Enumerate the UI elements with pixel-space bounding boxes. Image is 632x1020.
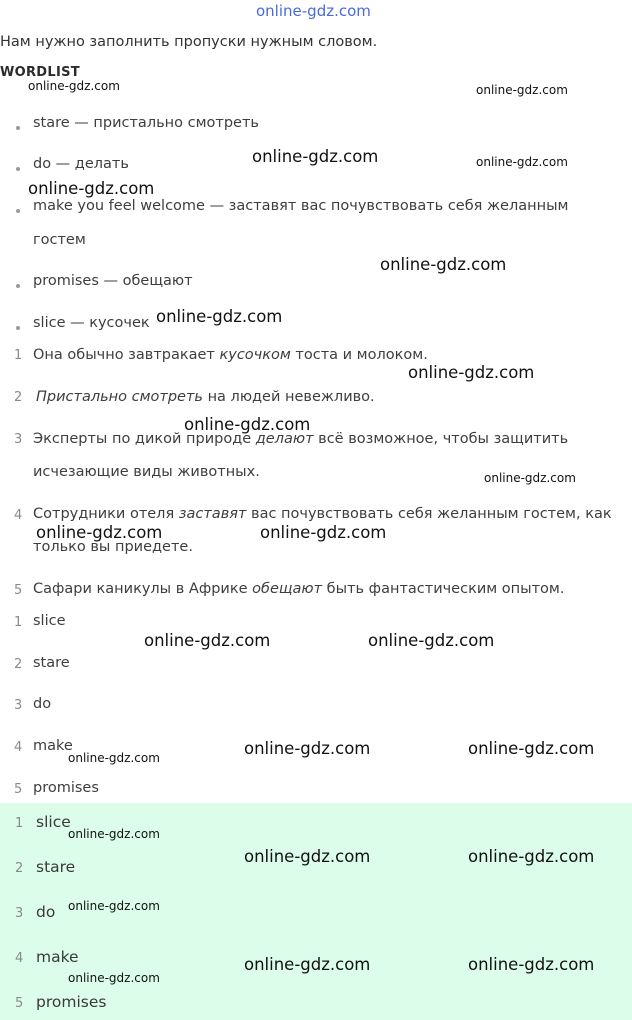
wordlist-title: WORDLIST [0,65,80,80]
answer-number: 4 [15,951,24,966]
watermark: online-gdz.com [184,415,311,434]
bullet-dot-icon [16,167,20,171]
sentence-number: 5 [14,583,23,598]
bullet-dot-icon [16,126,20,130]
sentence-number: 3 [14,432,23,447]
answer-word: promises [33,780,99,796]
task-intro: Нам нужно заполнить пропуски нужным словом. [0,34,378,50]
watermark: online-gdz.com [156,307,283,326]
wordlist-item: stare — пристально смотреть [33,115,259,131]
answer-number: 3 [14,698,23,713]
answer-number: 3 [15,906,24,921]
answer-number: 2 [15,861,24,876]
sentence-4-continuation: только вы приедете. [33,539,193,555]
wordlist-item: do — делать [33,156,129,172]
watermark: online-gdz.com [244,739,371,758]
watermark: online-gdz.com [252,147,379,166]
wordlist-item-continuation: гостем [33,232,86,248]
watermark: online-gdz.com [380,255,507,274]
watermark: online-gdz.com [468,739,595,758]
sentence-number: 2 [14,390,23,405]
watermark: online-gdz.com [408,363,535,382]
sentence-4: Сотрудники отеля заставят вас почувствовать себя желанным гостем, как [33,506,612,522]
watermark: online-gdz.com [28,179,155,198]
sentence-number: 1 [14,348,23,363]
answer-word: stare [33,655,70,671]
sentence-3: Эксперты по дикой природе делают всё возможное, чтобы защитить [33,431,569,447]
site-header-link[interactable]: online-gdz.com [256,2,371,20]
sentence-5: Сафари каникулы в Африке обещают быть фантастическим опытом. [33,581,565,597]
answer-word: do [36,903,56,921]
answer-number: 1 [14,615,23,630]
answer-number: 2 [14,657,23,672]
sentence-2: Пристально смотреть на людей невежливо. [36,389,375,405]
watermark: online-gdz.com [476,83,568,97]
watermark: online-gdz.com [68,827,160,841]
bullet-dot-icon [16,326,20,330]
watermark: online-gdz.com [144,631,271,650]
wordlist-item: make you feel welcome — заставят вас почувствовать себя желанным [33,198,569,214]
watermark: online-gdz.com [68,751,160,765]
watermark: online-gdz.com [468,847,595,866]
answer-word: slice [33,613,66,629]
wordlist-item: slice — кусочек [33,315,150,331]
sentence-number: 4 [14,508,23,523]
watermark: online-gdz.com [68,971,160,985]
sentence-1: Она обычно завтракает кусочком тоста и молоком. [33,347,428,363]
wordlist-item: promises — обещают [33,273,193,289]
answer-word: stare [36,858,76,876]
answer-number: 5 [14,782,23,797]
answer-number: 5 [15,996,24,1011]
answer-number: 4 [14,740,23,755]
watermark: online-gdz.com [476,155,568,169]
answer-word: do [33,696,52,712]
watermark: online-gdz.com [36,523,163,542]
watermark: online-gdz.com [28,79,120,93]
bullet-dot-icon [16,209,20,213]
sentence-3-continuation: исчезающие виды животных. [33,464,260,480]
watermark: online-gdz.com [484,471,576,485]
answer-number: 1 [15,816,24,831]
watermark: online-gdz.com [68,899,160,913]
answer-word: make [33,738,73,754]
watermark: online-gdz.com [244,847,371,866]
bullet-dot-icon [16,284,20,288]
watermark: online-gdz.com [260,523,387,542]
watermark: online-gdz.com [368,631,495,650]
watermark: online-gdz.com [244,955,371,974]
answer-word: promises [36,993,107,1011]
answer-word: make [36,948,79,966]
answer-word: slice [36,813,71,831]
watermark: online-gdz.com [468,955,595,974]
